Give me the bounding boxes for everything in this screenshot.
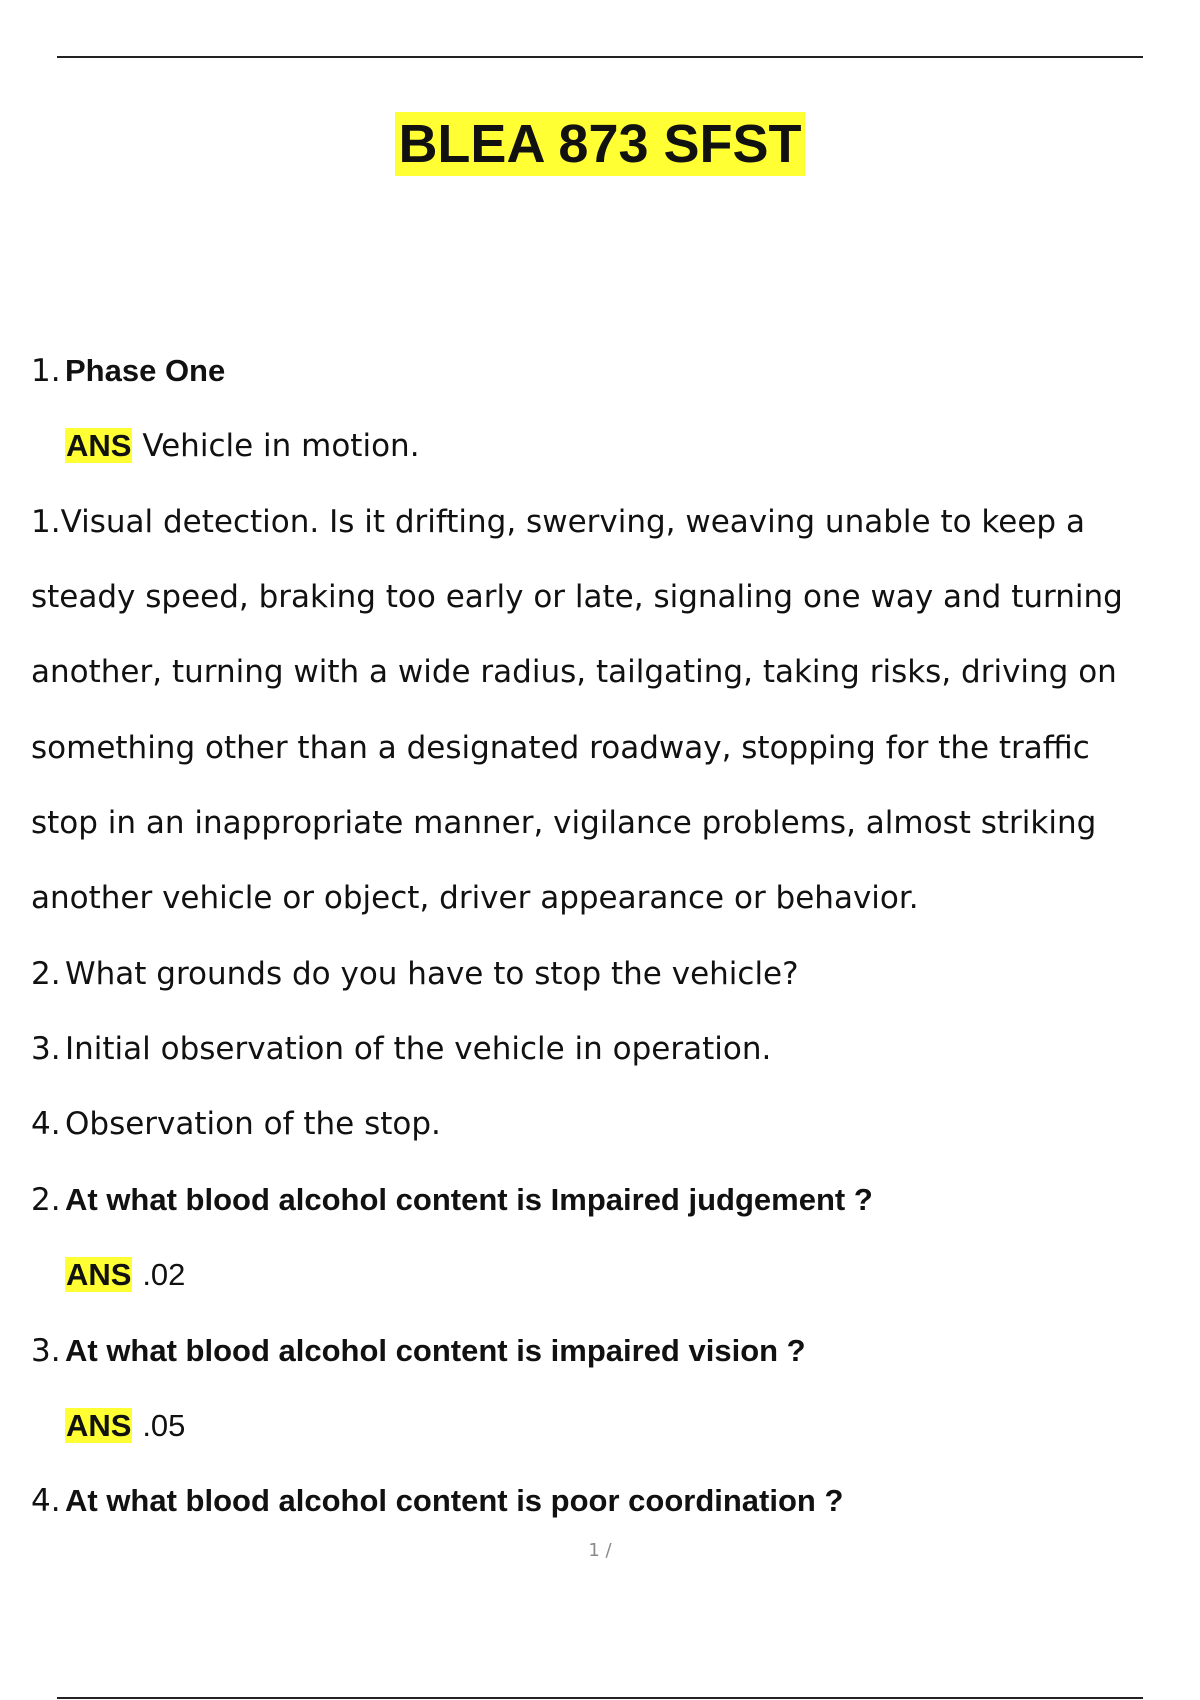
answer-1 bbox=[65, 426, 420, 466]
sub-item-number: 2. bbox=[31, 956, 61, 992]
document-title: BLEA 873 SFST bbox=[395, 112, 804, 176]
answer-tag: ANS bbox=[66, 1257, 132, 1292]
sub-item-text: Initial observation of the vehicle in operation. bbox=[65, 1031, 772, 1067]
question-text: At what blood alcohol content is Impaired judgement ? bbox=[65, 1182, 873, 1217]
page-number: 1 / bbox=[588, 1540, 612, 1561]
detail-line: another vehicle or object, driver appearance or behavior. bbox=[31, 880, 919, 916]
answer-2 bbox=[65, 1255, 185, 1295]
sub-item-text: Observation of the stop. bbox=[65, 1106, 441, 1142]
question-3 bbox=[31, 1331, 806, 1371]
detail-line: something other than a designated roadway, stopping for the traffic bbox=[31, 730, 1090, 766]
question-2 bbox=[31, 1180, 873, 1220]
sub-item-number: 3. bbox=[31, 1031, 61, 1067]
detail-line: stop in an inappropriate manner, vigilance problems, almost striking bbox=[31, 805, 1097, 841]
question-4 bbox=[31, 1481, 843, 1521]
question-number: 1. bbox=[31, 353, 61, 389]
question-text: At what blood alcohol content is impaired vision ? bbox=[65, 1333, 806, 1368]
sub-item bbox=[31, 954, 799, 994]
detail-line: 1.Visual detection. Is it drifting, swerving, weaving unable to keep a bbox=[31, 504, 1085, 540]
detail-line: steady speed, braking too early or late, signaling one way and turning bbox=[31, 579, 1123, 615]
answer-tag: ANS bbox=[66, 428, 132, 463]
question-number: 2. bbox=[31, 1182, 61, 1218]
answer-3 bbox=[65, 1406, 185, 1446]
detail-line: another, turning with a wide radius, tailgating, taking risks, driving on bbox=[31, 654, 1117, 690]
sub-item bbox=[31, 1104, 441, 1144]
question-1 bbox=[31, 351, 225, 391]
sub-item-number: 4. bbox=[31, 1106, 61, 1142]
answer-text: .05 bbox=[142, 1408, 186, 1443]
question-number: 3. bbox=[31, 1333, 61, 1369]
question-number: 4. bbox=[31, 1483, 61, 1519]
question-text: Phase One bbox=[65, 353, 226, 388]
sub-item bbox=[31, 1029, 771, 1069]
sub-item-text: What grounds do you have to stop the vehicle? bbox=[65, 956, 799, 992]
answer-text: Vehicle in motion. bbox=[142, 428, 420, 464]
bottom-rule bbox=[57, 1697, 1143, 1699]
answer-tag: ANS bbox=[66, 1408, 132, 1443]
answer-text: .02 bbox=[142, 1257, 186, 1292]
question-text: At what blood alcohol content is poor coordination ? bbox=[65, 1483, 844, 1518]
